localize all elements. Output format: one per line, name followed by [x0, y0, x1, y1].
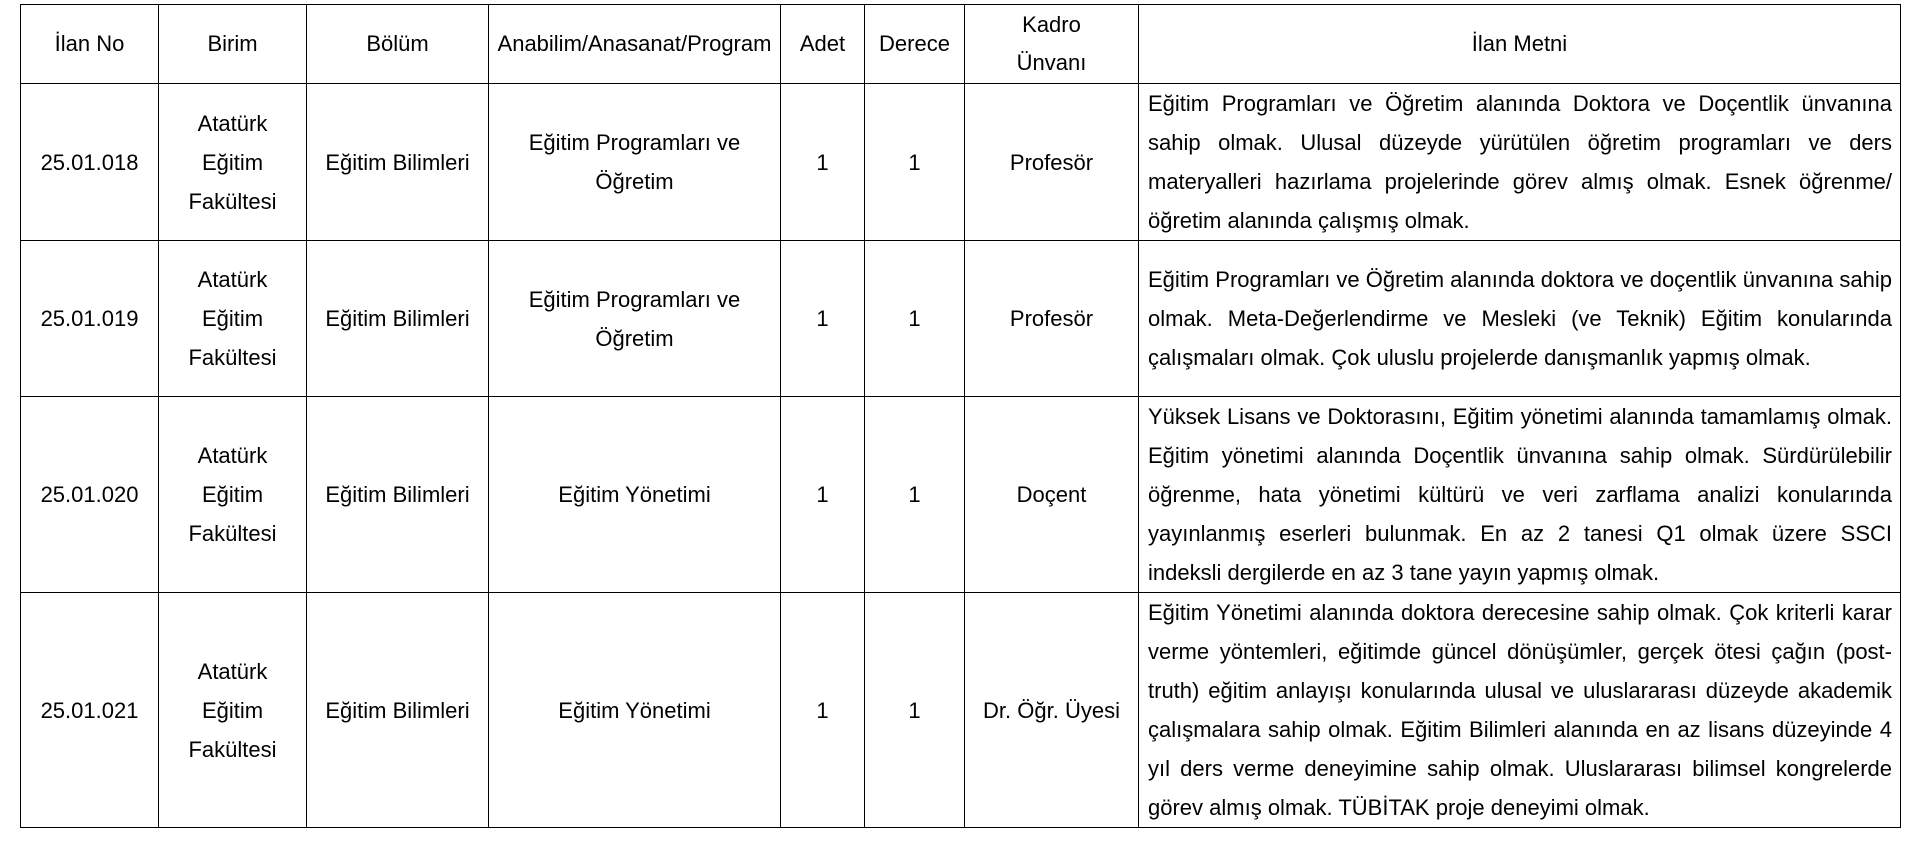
table-row	[21, 397, 1901, 593]
birim-line: Atatürk	[197, 443, 268, 468]
cell-adet: 1	[781, 84, 865, 241]
birim-line: Eğitim	[201, 306, 264, 331]
birim-line: Fakültesi	[188, 736, 277, 762]
birim-line: Eğitim	[201, 697, 264, 723]
cell-kadro: Profesör	[965, 84, 1139, 241]
cell-birim	[159, 84, 307, 241]
cell-kadro: Dr. Öğr. Üyesi	[965, 593, 1139, 828]
cell-birim	[159, 593, 307, 828]
ilan-table	[20, 4, 1901, 828]
header-kadro-unvani	[965, 5, 1139, 84]
header-ilan-no: İlan No	[21, 5, 159, 84]
cell-ilan-no: 25.01.020	[21, 397, 159, 593]
table-row	[21, 84, 1901, 241]
cell-derece: 1	[865, 241, 965, 397]
birim-line: Fakültesi	[188, 521, 277, 546]
header-row	[21, 5, 1901, 84]
anabilim-line: Öğretim	[595, 169, 674, 194]
birim-line: Atatürk	[197, 267, 268, 292]
cell-anabilim	[489, 241, 781, 397]
cell-ilan-no: 25.01.021	[21, 593, 159, 828]
cell-bolum: Eğitim Bilimleri	[307, 241, 489, 397]
header-kadro-line1: Kadro	[1022, 12, 1081, 37]
table-row	[21, 241, 1901, 397]
header-birim: Birim	[159, 5, 307, 84]
header-adet: Adet	[781, 5, 865, 84]
birim-line: Eğitim	[201, 149, 264, 175]
cell-ilan-metni: Eğitim Programları ve Öğretim alanında Doktora ve Doçentlik ünvanına sahip olmak. Ulusal düzeyde yürütülen öğretim programları ve ders materyalleri hazırlama projelerinde görev almış olmak. Esnek öğrenme/öğretim alanında çalışmış olmak.	[1139, 84, 1901, 241]
cell-bolum: Eğitim Bilimleri	[307, 84, 489, 241]
birim-line: Atatürk	[197, 658, 268, 684]
cell-ilan-no: 25.01.018	[21, 84, 159, 241]
header-kadro-line2: Ünvanı	[1016, 50, 1087, 75]
cell-bolum: Eğitim Bilimleri	[307, 593, 489, 828]
anabilim-line: Eğitim Programları ve	[528, 130, 741, 155]
cell-kadro: Profesör	[965, 241, 1139, 397]
cell-ilan-metni: Eğitim Yönetimi alanında doktora derecesine sahip olmak. Çok kriterli karar verme yöntemleri, eğitimde güncel dönüşümler, gerçek ötesi çağın (post-truth) eğitim anlayışı konularında ulusal ve uluslararası düzeyde akademik çalışmalara sahip olmak. Eğitim Bilimleri alanında en az lisans düzeyinde 4 yıl ders verme deneyimine sahip olmak. Uluslararası bilimsel kongrelerde görev almış olmak. TÜBİTAK proje deneyimi olmak.	[1139, 593, 1901, 828]
cell-anabilim	[489, 84, 781, 241]
cell-kadro: Doçent	[965, 397, 1139, 593]
cell-derece: 1	[865, 593, 965, 828]
cell-anabilim: Eğitim Yönetimi	[489, 593, 781, 828]
cropped-text-line	[0, 0, 1920, 3]
cell-adet: 1	[781, 593, 865, 828]
birim-line: Fakültesi	[188, 345, 277, 370]
anabilim-line: Eğitim Programları ve	[528, 286, 741, 312]
cell-ilan-no: 25.01.019	[21, 241, 159, 397]
cell-adet: 1	[781, 397, 865, 593]
header-bolum: Bölüm	[307, 5, 489, 84]
header-derece: Derece	[865, 5, 965, 84]
table-row	[21, 593, 1901, 828]
cell-adet: 1	[781, 241, 865, 397]
cell-derece: 1	[865, 84, 965, 241]
cell-derece: 1	[865, 397, 965, 593]
cell-ilan-metni: Yüksek Lisans ve Doktorasını, Eğitim yönetimi alanında tamamlamış olmak. Eğitim yönetimi alanında Doçentlik ünvanına sahip olmak. Sürdürülebilir öğrenme, hata yönetimi kültürü ve veri zarflama analizi konularında yayınlanmış eserleri bulunmak. En az 2 tanesi Q1 olmak üzere SSCI indeksli dergilerde en az 3 tane yayın yapmış olmak.	[1139, 397, 1901, 593]
birim-line: Fakültesi	[188, 188, 277, 214]
birim-line: Eğitim	[201, 482, 264, 507]
cell-birim	[159, 397, 307, 593]
cell-bolum: Eğitim Bilimleri	[307, 397, 489, 593]
header-ilan-metni: İlan Metni	[1139, 5, 1901, 84]
cell-ilan-metni: Eğitim Programları ve Öğretim alanında doktora ve doçentlik ünvanına sahip olmak. Meta-Değerlendirme ve Mesleki (ve Teknik) Eğitim konularında çalışmaları olmak. Çok uluslu projelerde danışmanlık yapmış olmak.	[1139, 241, 1901, 397]
header-anabilim: Anabilim/Anasanat/Program	[489, 5, 781, 84]
cell-birim	[159, 241, 307, 397]
birim-line: Atatürk	[197, 110, 268, 136]
cell-anabilim: Eğitim Yönetimi	[489, 397, 781, 593]
anabilim-line: Öğretim	[595, 325, 674, 351]
